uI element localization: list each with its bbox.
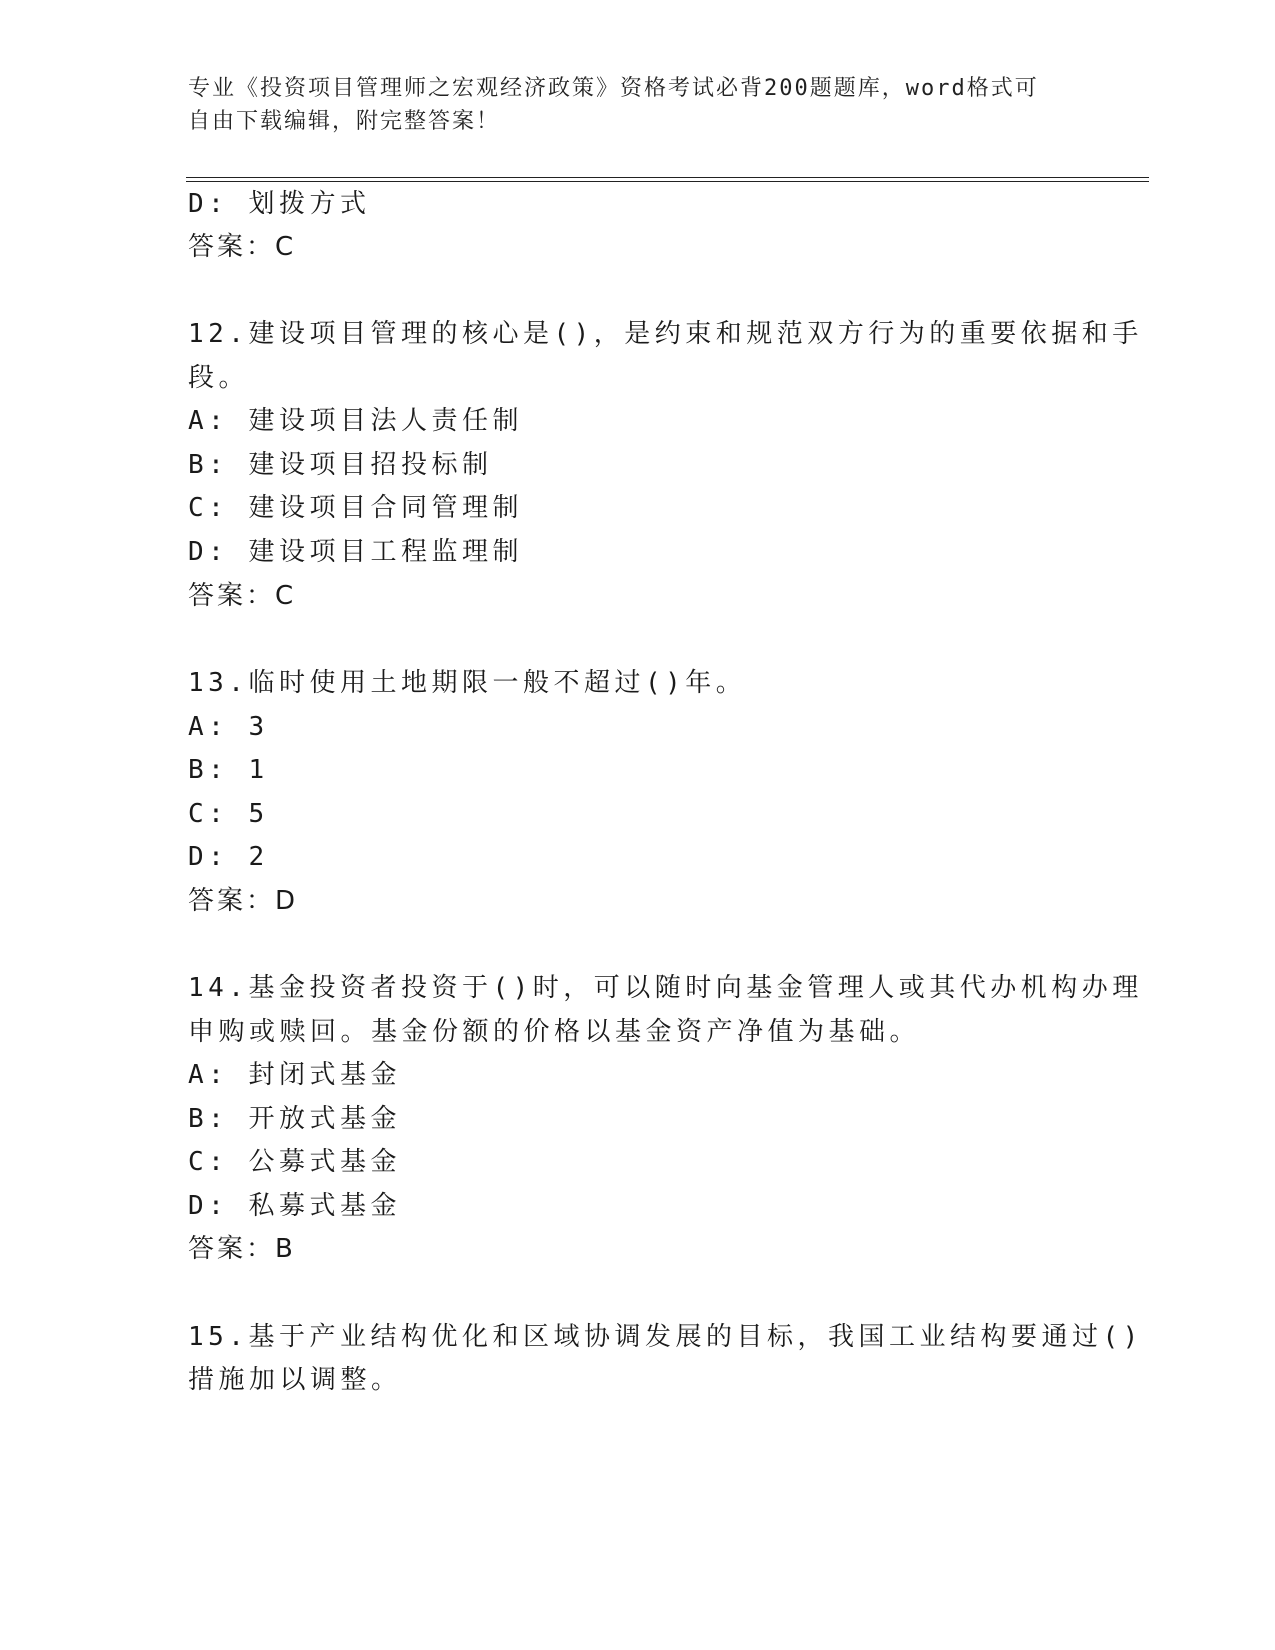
q13-option-d: D: 2: [188, 842, 269, 872]
q13-answer: 答案：D: [188, 886, 299, 916]
prev-answer: 答案：C: [188, 232, 297, 262]
header-line-2: 自由下载编辑，附完整答案！: [188, 109, 501, 134]
q14-option-c: C: 公募式基金: [188, 1147, 401, 1177]
q14-option-d: D: 私募式基金: [188, 1191, 401, 1221]
q14-option-b: B: 开放式基金: [188, 1104, 401, 1134]
page-header: [188, 72, 1068, 138]
q12-stem-line-2: 段。: [188, 363, 250, 393]
q12-answer: 答案：C: [188, 581, 297, 611]
q12-option-d: D: 建设项目工程监理制: [188, 537, 523, 567]
q14-answer: 答案：B: [188, 1234, 296, 1264]
q13-option-a: A: 3: [188, 712, 269, 742]
q15-stem-line-2: 措施加以调整。: [188, 1365, 402, 1395]
q12-option-a: A: 建设项目法人责任制: [188, 406, 523, 436]
header-line-1: 专业《投资项目管理师之宏观经济政策》资格考试必背200题题库，word格式可: [188, 76, 1039, 101]
q14-stem-line-1: 14.基金投资者投资于()时，可以随时向基金管理人或其代办机构办理: [188, 973, 1143, 1003]
q15-stem-line-1: 15.基于产业结构优化和区域协调发展的目标，我国工业结构要通过(): [188, 1322, 1143, 1352]
q14-option-a: A: 封闭式基金: [188, 1060, 401, 1090]
header-divider: [186, 177, 1149, 182]
q14-stem-line-2: 申购或赎回。基金份额的价格以基金资产净值为基础。: [188, 1017, 921, 1047]
q13-stem-line-1: 13.临时使用土地期限一般不超过()年。: [188, 668, 747, 698]
q13-option-b: B: 1: [188, 755, 269, 785]
q12-option-c: C: 建设项目合同管理制: [188, 493, 523, 523]
q12-stem-line-1: 12.建设项目管理的核心是()，是约束和规范双方行为的重要依据和手: [188, 319, 1143, 349]
q13-option-c: C: 5: [188, 799, 269, 829]
q12-option-b: B: 建设项目招投标制: [188, 450, 493, 480]
prev-option-d: D: 划拨方式: [188, 189, 371, 219]
